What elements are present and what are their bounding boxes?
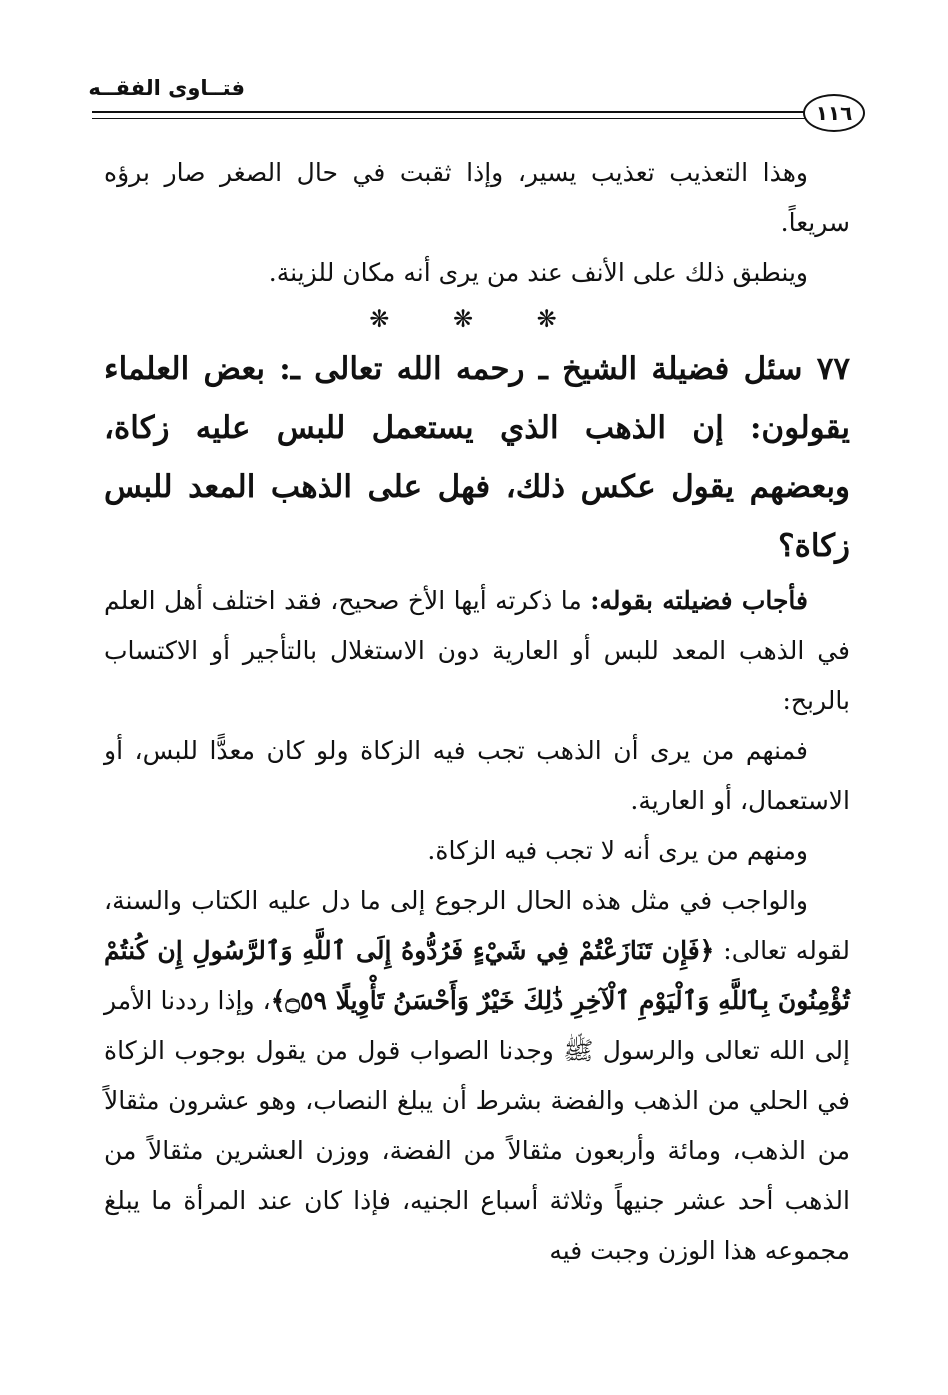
fatwa-answer (104, 576, 850, 726)
section-separator: ❋ ❋ ❋ (369, 305, 585, 333)
page-number: ١١٦ (815, 101, 853, 125)
answer-text: ما ذكرته أيها الأخ صحيح، فقد اختلف أهل العلم في الذهب المعد للبس أو العارية دون الاستغلال بالتأجير أو الاكتساب بالربح: (104, 586, 850, 715)
header-rule-thin (92, 118, 810, 119)
quran-verse: ﴿فَإِن تَنَازَعْتُمْ فِي شَيْءٍ فَرُدُّوهُ إِلَى ٱللَّهِ وَٱلرَّسُولِ إِن كُنتُمْ تُؤْمِنُونَ بِٱللَّهِ وَٱلْيَوْمِ ٱلْآخِرِ ذَٰلِكَ خَيْرٌ وَأَحْسَنُ تَأْوِيلًا ۝٥٩﴾ (104, 936, 850, 1015)
page-body (104, 148, 850, 1276)
ruling-intro: والواجب في مثل هذه الحال الرجوع إلى ما دل عليه الكتاب والسنة، لقوله تعالى: (104, 886, 851, 965)
header-rule (92, 111, 810, 113)
paragraph-ruling (104, 876, 850, 1276)
fatwa-question: ٧٧ سئل فضيلة الشيخ ـ رحمه الله تعالى ـ: بعض العلماء يقولون: إن الذهب الذي يستعمل للبس عليه زكاة، وبعضهم يقول عكس ذلك، فهل على الذهب المعد للبس زكاة؟ (104, 351, 850, 564)
page-number-badge (803, 94, 865, 132)
answer-lead: فأجاب فضيلته بقوله: (590, 586, 809, 615)
paragraph-nose: وينطبق ذلك على الأنف عند من يرى أنه مكان للزينة. (268, 258, 808, 287)
ruling-text: ، وإذا رددنا الأمر إلى الله تعالى والرسول ﷺ وجدنا الصواب قول من يقول بوجوب الزكاة في الحلي من الذهب والفضة بشرط أن يبلغ النصاب، وهو عشرون مثقالاً من الذهب، ومائة وأربعون مثقالاً من الفضة، ووزن العشرين مثقالاً من الذهب أحد عشر جنيهاً وثلاثة أسباع الجنيه، فإذا كان عند المرأة ما يبلغ مجموعه هذا الوزن وجبت فيه (104, 986, 850, 1265)
paragraph-opinion-1: فمنهم من يرى أن الذهب تجب فيه الزكاة ولو كان معدًّا للبس، أو الاستعمال، أو العارية. (104, 736, 850, 815)
running-header-title: فتــاوى الفقــه (88, 76, 245, 100)
paragraph-intro: وهذا التعذيب تعذيب يسير، وإذا ثقبت في حال الصغر صار برؤه سريعاً. (104, 158, 850, 237)
paragraph-opinion-2: ومنهم من يرى أنه لا تجب فيه الزكاة. (427, 836, 808, 865)
